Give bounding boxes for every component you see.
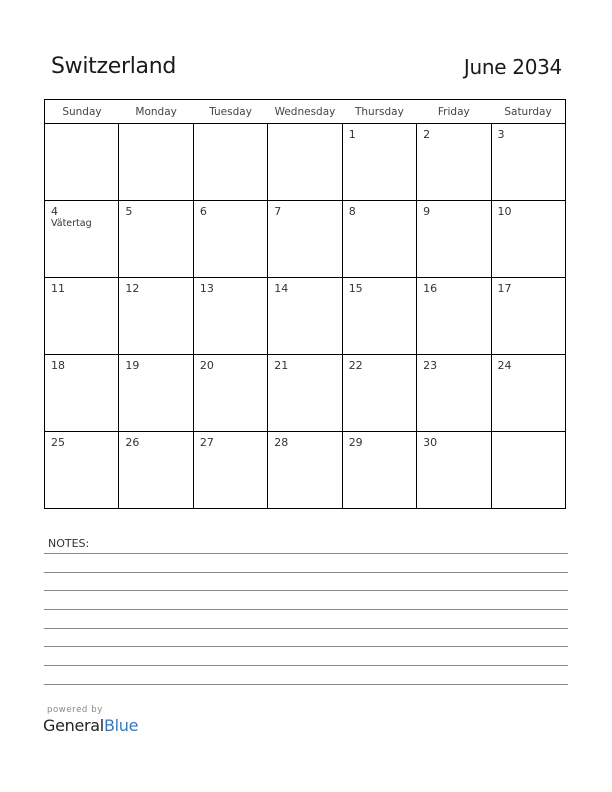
week-row [45, 355, 566, 432]
weekday-header-row [45, 100, 566, 124]
day-cell [268, 124, 342, 201]
day-number: 17 [497, 282, 512, 295]
day-cell [417, 432, 491, 509]
day-number: 6 [199, 205, 207, 218]
notes-line [44, 684, 568, 685]
day-cell [417, 355, 491, 432]
day-number: 8 [348, 205, 356, 218]
week-row [45, 432, 566, 509]
week-row [45, 124, 566, 201]
day-number: 11 [51, 282, 65, 295]
day-cell [193, 278, 267, 355]
day-cell [342, 201, 416, 278]
day-number: 20 [199, 359, 214, 372]
notes-line [44, 665, 568, 666]
day-cell [119, 124, 193, 201]
day-cell [45, 432, 119, 509]
day-cell [45, 201, 119, 278]
day-cell [268, 432, 342, 509]
weekday-tuesday: Tuesday [193, 100, 267, 124]
day-cell [119, 355, 193, 432]
brand-blue: Blue [103, 716, 139, 735]
notes-line [44, 646, 568, 647]
day-number: 15 [348, 282, 363, 295]
day-cell [491, 124, 565, 201]
day-number: 5 [125, 205, 133, 218]
day-number: 12 [125, 282, 140, 295]
day-cell [342, 124, 416, 201]
day-number: 9 [423, 205, 431, 218]
weekday-monday: Monday [119, 100, 193, 124]
week-row [45, 201, 566, 278]
notes-label: NOTES: [48, 537, 90, 550]
notes-line [44, 572, 568, 573]
day-number: 7 [274, 205, 282, 218]
day-number: 13 [199, 282, 214, 295]
day-number: 22 [348, 359, 363, 372]
day-number: 27 [199, 436, 214, 449]
day-cell [45, 355, 119, 432]
brand-general: General [43, 716, 104, 735]
generalblue-logo [43, 716, 138, 735]
weekday-friday: Friday [417, 100, 491, 124]
weekday-thursday: Thursday [342, 100, 416, 124]
day-cell [193, 124, 267, 201]
weekday-sunday: Sunday [45, 100, 119, 124]
notes-line [44, 609, 568, 610]
day-cell [268, 201, 342, 278]
day-number: 1 [348, 128, 356, 141]
day-cell [491, 201, 565, 278]
day-cell [45, 278, 119, 355]
day-number: 4 [51, 205, 58, 218]
day-cell [491, 355, 565, 432]
week-row [45, 278, 566, 355]
day-cell [342, 278, 416, 355]
day-number: 16 [423, 282, 438, 295]
day-cell [342, 355, 416, 432]
day-cell [491, 432, 565, 509]
day-cell [268, 355, 342, 432]
day-number: 23 [423, 359, 438, 372]
holiday-label: Vätertag [51, 218, 92, 229]
month-year-title: June 2034 [463, 55, 562, 79]
notes-line [44, 553, 568, 554]
notes-line [44, 628, 568, 629]
day-cell [119, 201, 193, 278]
day-number: 29 [348, 436, 363, 449]
day-number: 2 [423, 128, 431, 141]
day-number: 25 [51, 436, 65, 449]
day-cell [193, 201, 267, 278]
weekday-wednesday: Wednesday [268, 100, 342, 124]
day-cell [417, 201, 491, 278]
day-cell [193, 432, 267, 509]
day-number: 24 [497, 359, 512, 372]
day-cell [268, 278, 342, 355]
day-cell [45, 124, 119, 201]
weekday-saturday: Saturday [491, 100, 565, 124]
day-number: 28 [274, 436, 289, 449]
day-cell [491, 278, 565, 355]
day-number: 26 [125, 436, 140, 449]
day-cell [119, 278, 193, 355]
calendar-grid [44, 99, 566, 509]
day-number: 21 [274, 359, 289, 372]
day-cell [119, 432, 193, 509]
day-number: 10 [497, 205, 512, 218]
day-number: 18 [51, 359, 65, 372]
day-number: 19 [125, 359, 140, 372]
day-cell [417, 278, 491, 355]
country-title: Switzerland [51, 54, 177, 79]
powered-by-text: powered by [47, 705, 103, 715]
day-cell [417, 124, 491, 201]
day-cell [342, 432, 416, 509]
notes-line [44, 590, 568, 591]
day-number: 30 [423, 436, 438, 449]
day-cell [193, 355, 267, 432]
day-number: 3 [497, 128, 505, 141]
day-number: 14 [274, 282, 289, 295]
